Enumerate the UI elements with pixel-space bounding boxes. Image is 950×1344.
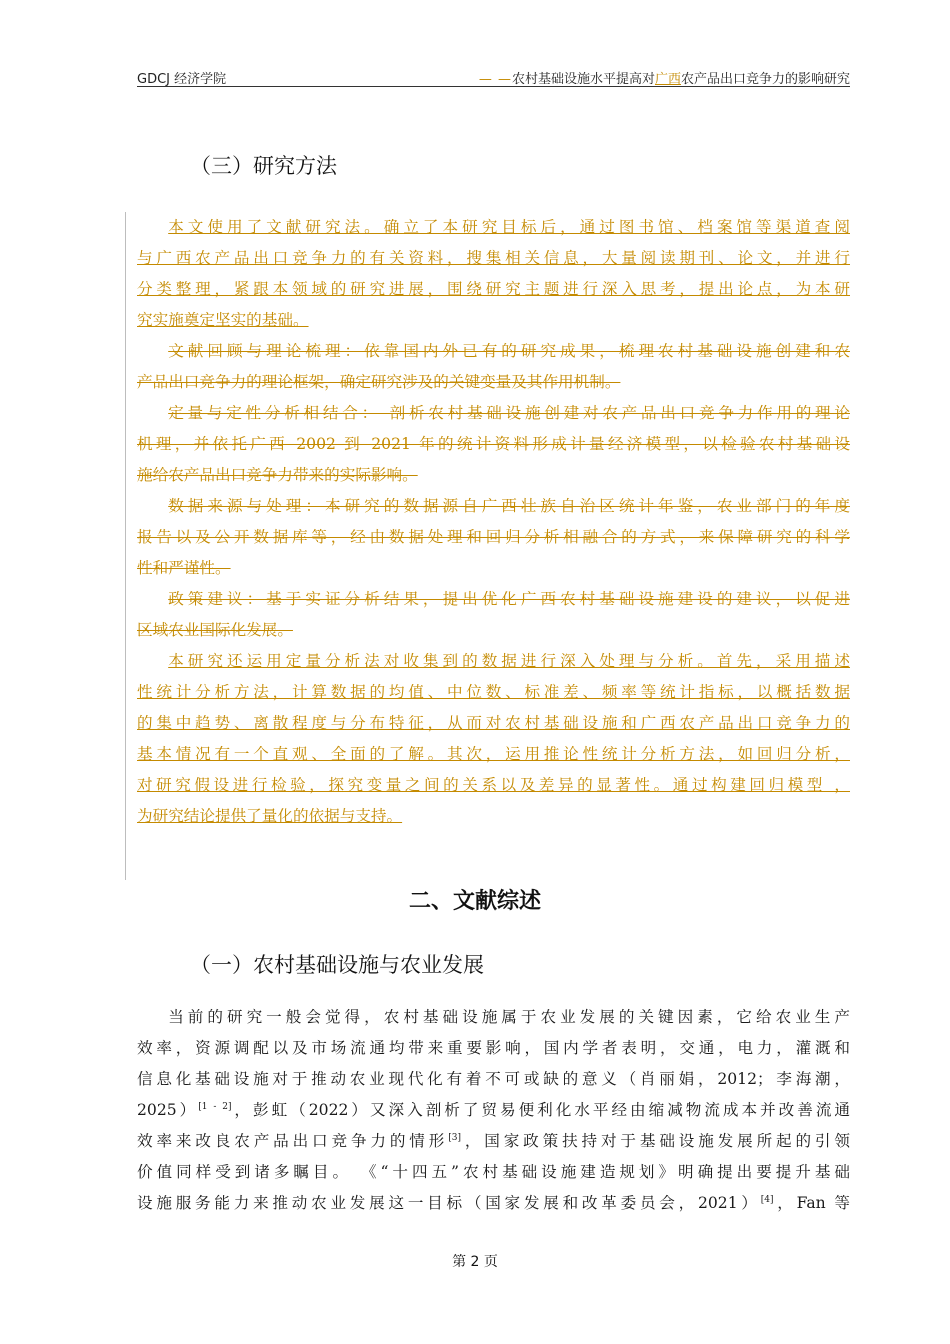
text-run: ，彭虹（2022）又深入剖析了贸易便利化水平经由缩减物流成本并改善流通 bbox=[231, 1101, 850, 1119]
header-title-highlight: 广西 bbox=[654, 72, 681, 87]
text-run: ，国家政策扶持对于基础设施发展所起的引领 bbox=[460, 1132, 850, 1150]
deleted-paragraph-policy bbox=[137, 584, 850, 646]
paragraph-line: 究实施奠定坚实的基础。 bbox=[137, 311, 309, 329]
section-title-research-methods: （三）研究方法 bbox=[190, 154, 337, 178]
text-run: ，Fan 等 bbox=[773, 1194, 850, 1212]
paragraph-line: 本文使用了文献研究法。确立了本研究目标后，通过图书馆、档案馆等渠道查阅 bbox=[168, 218, 850, 236]
paragraph-line: 政策建议：基于实证分析结果，提出优化广西农村基础设施建设的建议，以促进 bbox=[168, 590, 850, 608]
paragraph-line: 文献回顾与理论梳理：依靠国内外已有的研究成果，梳理农村基础设施创建和农 bbox=[168, 342, 850, 360]
header-dash: — — bbox=[478, 72, 512, 87]
citation-superscript: [1 - 2] bbox=[198, 1102, 232, 1112]
inserted-paragraph-quantitative-method bbox=[137, 646, 850, 832]
text-run: 设施服务能力来推动农业发展这一目标（国家发展和改革委员会，2021） bbox=[137, 1194, 761, 1212]
paragraph-line: 为研究结论提供了量化的依据与支持。 bbox=[137, 807, 403, 825]
text-run: 2025） bbox=[137, 1101, 199, 1119]
section-title-infrastructure-agriculture: （一）农村基础设施与农业发展 bbox=[190, 953, 484, 977]
deleted-paragraph-literature-review bbox=[137, 336, 850, 398]
paragraph-line bbox=[137, 1126, 850, 1157]
paragraph-line: 本研究还运用定量分析法对收集到的数据进行深入处理与分析。首先，采用描述 bbox=[168, 652, 850, 670]
paragraph-line: 效率，资源调配以及市场流通均带来重要影响，国内学者表明，交通，电力，灌溉和 bbox=[137, 1039, 850, 1057]
paragraph-line bbox=[137, 1188, 850, 1219]
paragraph-line: 定量与定性分析相结合： 剖析农村基础设施创建对农产品出口竞争力作用的理论 bbox=[168, 404, 850, 422]
paragraph-line: 信息化基础设施对于推动农业现代化有着不可或缺的意义（肖丽娟，2012；李海潮， bbox=[137, 1070, 850, 1088]
paragraph-line: 对研究假设进行检验，探究变量之间的关系以及差异的显著性。通过构建回归模型 ， bbox=[137, 776, 850, 794]
paragraph-line: 区域农业国际化发展。 bbox=[137, 621, 293, 639]
text-run: 效率来改良农产品出口竞争力的情形 bbox=[137, 1132, 449, 1150]
inserted-paragraph-literature-method bbox=[137, 212, 850, 336]
header-thesis-title bbox=[479, 68, 850, 87]
header-title-part-a: 农村基础设施水平提高对 bbox=[511, 72, 655, 87]
paragraph-line: 性和严谨性。 bbox=[137, 559, 231, 577]
paragraph-line: 报告以及公开数据库等，经由数据处理和回归分析相融合的方式，来保障研究的科学 bbox=[137, 528, 850, 546]
paragraph-line: 机理，并依托广西 2002 到 2021 年的统计资料形成计量经济模型，以检验农村基础设 bbox=[137, 435, 850, 453]
body-paragraph bbox=[137, 1002, 850, 1219]
paragraph-line: 数据来源与处理：本研究的数据源自广西壮族自治区统计年鉴，农业部门的年度 bbox=[168, 497, 850, 515]
paragraph-line: 价值同样受到诸多瞩目。 《“十四五”农村基础设施建造规划》明确提出要提升基础 bbox=[137, 1163, 850, 1181]
paragraph-line: 施给农产品出口竞争力带来的实际影响。 bbox=[137, 466, 418, 484]
paragraph-line: 基本情况有一个直观、全面的了解。其次，运用推论性统计分析方法，如回归分析， bbox=[137, 745, 850, 763]
citation-superscript: [3] bbox=[448, 1133, 461, 1143]
paragraph-line: 当前的研究一般会觉得，农村基础设施属于农业发展的关键因素，它给农业生产 bbox=[168, 1008, 850, 1026]
chapter-title-literature-review: 二、文献综述 bbox=[408, 889, 541, 914]
revision-change-bar bbox=[125, 212, 126, 880]
header-institution: GDCJ 经济学院 bbox=[137, 72, 227, 87]
page-header bbox=[137, 66, 850, 87]
paragraph-line: 分类整理，紧跟本领域的研究进展，围绕研究主题进行深入思考，提出论点，为本研 bbox=[137, 280, 850, 298]
paragraph-line: 产品出口竞争力的理论框架，确定研究涉及的关键变量及其作用机制。 bbox=[137, 373, 621, 391]
deleted-paragraph-quant-qual bbox=[137, 398, 850, 491]
paragraph-line: 性统计分析方法，计算数据的均值、中位数、标准差、频率等统计指标，以概括数据 bbox=[137, 683, 850, 701]
paragraph-line: 与广西农产品出口竞争力的有关资料，搜集相关信息，大量阅读期刊、论文，并进行 bbox=[137, 249, 850, 267]
paragraph-line: 的集中趋势、离散程度与分布特征，从而对农村基础设施和广西农产品出口竞争力的 bbox=[137, 714, 850, 732]
citation-superscript: [4] bbox=[760, 1195, 774, 1205]
deleted-paragraph-data-sources bbox=[137, 491, 850, 584]
header-title-part-b: 农产品出口竞争力的影响研究 bbox=[680, 72, 850, 87]
paragraph-line bbox=[137, 1095, 850, 1126]
page-number: 第 2 页 bbox=[452, 1254, 498, 1270]
